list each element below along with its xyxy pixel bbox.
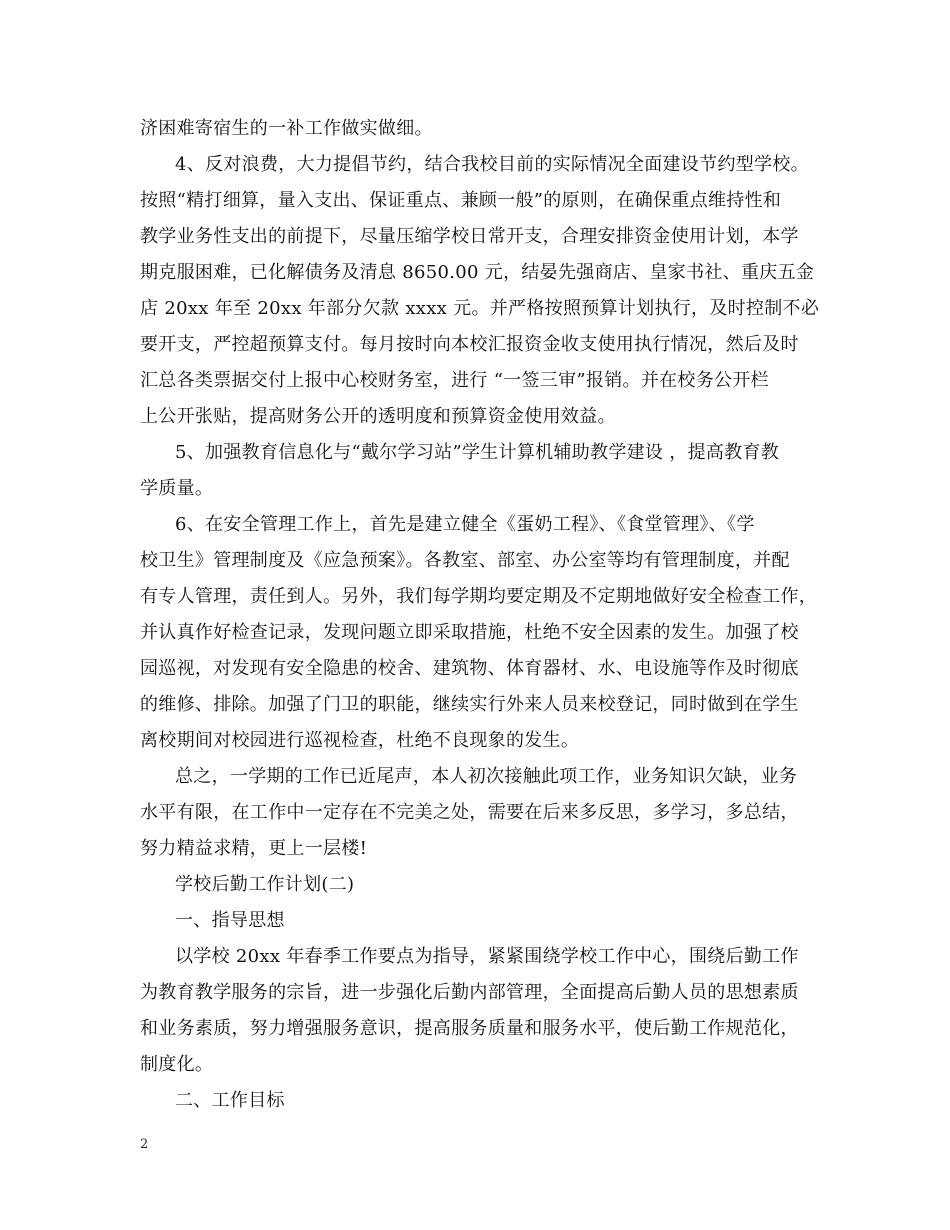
text-line: 济困难寄宿生的一补工作做实做细。 [140, 118, 433, 139]
text-line: 期克服困难，已化解债务及清息 8650.00 元，结晏先强商店、皇家书社、重庆五金 [140, 262, 815, 283]
text-line: 4、反对浪费，大力提倡节约，结合我校目前的实际情况全面建设节约型学校。 [175, 154, 809, 175]
text-line: 为教育教学服务的宗旨，进一步强化后勤内部管理，全面提高后勤人员的思想素质 [140, 982, 799, 1003]
text-line: 5、加强教育信息化与“戴尔学习站”学生计算机辅助教学建设 ，提高教育教 [175, 442, 780, 463]
text-line: 和业务素质，努力增强服务意识，提高服务质量和服务水平，使后勤工作规范化， [140, 1018, 799, 1039]
section-heading: 一、指导思想 [175, 910, 285, 931]
section-title: 学校后勤工作计划(二) [175, 874, 355, 895]
text-line: 的维修、排除。加强了门卫的职能，继续实行外来人员来校登记，同时做到在学生 [140, 694, 799, 715]
text-line: 以学校 20xx 年春季工作要点为指导，紧紧围绕学校工作中心，围绕后勤工作 [175, 946, 799, 967]
text-line: 水平有限，在工作中一定存在不完美之处，需要在后来多反思，多学习，多总结， [140, 802, 799, 823]
text-line: 园巡视，对发现有安全隐患的校舍、建筑物、体育器材、水、电设施等作及时彻底 [140, 658, 799, 679]
text-line: 要开支，严控超预算支付。每月按时向本校汇报资金收支使用执行情况，然后及时 [140, 334, 799, 355]
text-line: 6、在安全管理工作上，首先是建立健全《蛋奶工程》、《食堂管理》、《学 [175, 514, 755, 535]
section-heading: 二、工作目标 [175, 1090, 285, 1111]
text-line: 离校期间对校园进行巡视检查，杜绝不良现象的发生。 [140, 730, 580, 751]
text-line: 按照“精打细算，量入支出、保证重点、兼顾一般”的原则，在确保重点维持性和 [140, 190, 782, 211]
text-line: 汇总各类票据交付上报中心校财务室，进行 “一签三审”报销。并在校务公开栏 [140, 370, 769, 391]
text-line: 制度化。 [140, 1054, 214, 1075]
text-line: 努力精益求精，更上一层楼! [140, 838, 368, 859]
text-line: 上公开张贴，提高财务公开的透明度和预算资金使用效益。 [140, 406, 616, 427]
text-line: 店 20xx 年至 20xx 年部分欠款 xxxx 元。并严格按照预算计划执行，及时控制不必 [140, 298, 820, 319]
text-line: 总之，一学期的工作已近尾声，本人初次接触此项工作，业务知识欠缺，业务 [175, 766, 798, 787]
page-number: 2 [140, 1137, 149, 1152]
text-line: 有专人管理，责任到人。另外，我们每学期均要定期及不定期地做好安全检查工作， [140, 586, 818, 607]
text-line: 校卫生》管理制度及《应急预案》。各教室、部室、办公室等均有管理制度，并配 [140, 550, 790, 571]
text-line: 教学业务性支出的前提下，尽量压缩学校日常开支，合理安排资金使用计划，本学 [140, 226, 799, 247]
text-line: 并认真作好检查记录，发现问题立即采取措施，杜绝不安全因素的发生。加强了校 [140, 622, 799, 643]
text-line: 学质量。 [140, 478, 214, 499]
